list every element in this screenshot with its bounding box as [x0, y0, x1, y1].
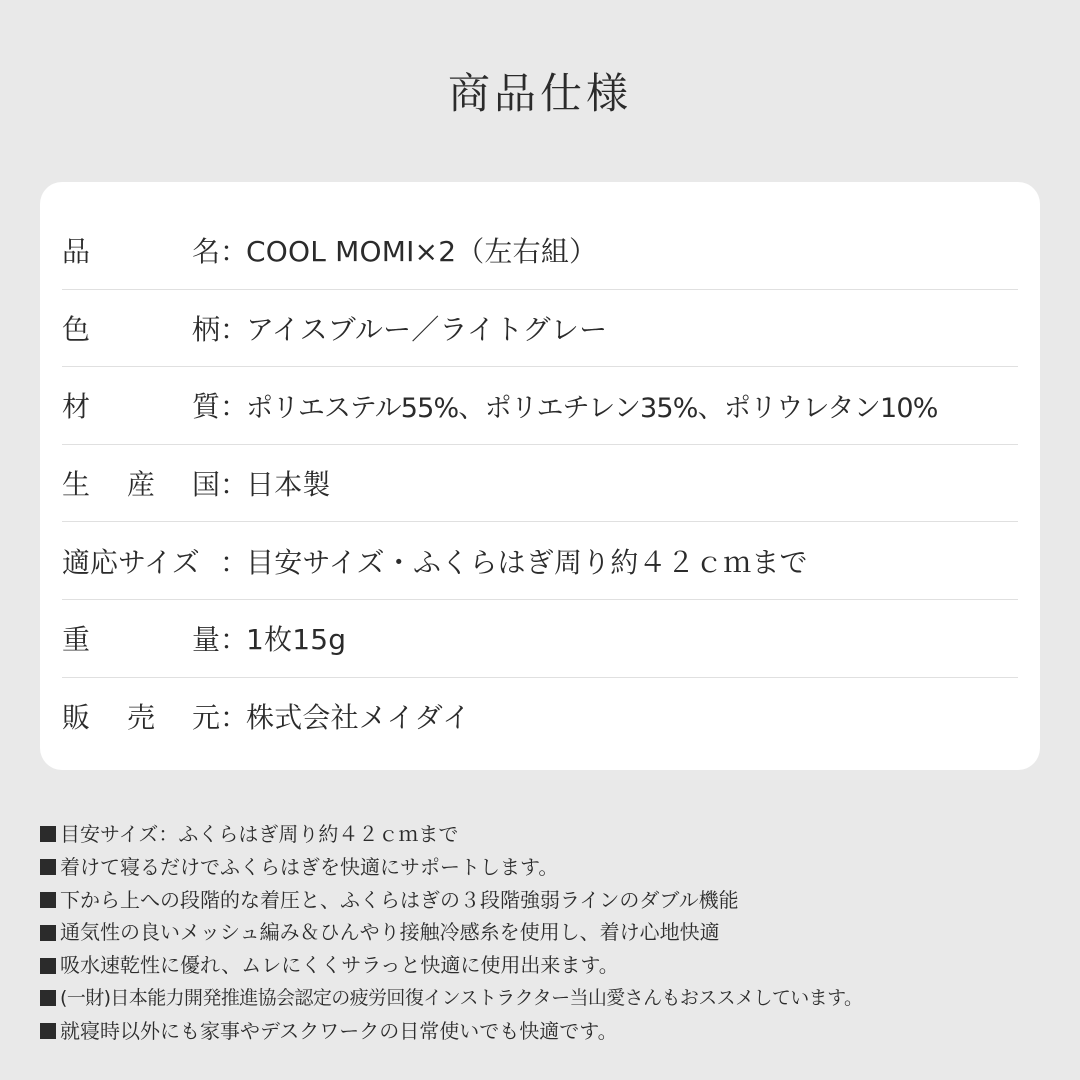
square-bullet-icon [40, 958, 56, 974]
square-bullet-icon [40, 925, 56, 941]
square-bullet-icon [40, 1023, 56, 1039]
spec-value: ポリエステル55%、ポリエチレン35%、ポリウレタン10% [246, 392, 938, 424]
spec-label: 品 名 [62, 235, 220, 269]
spec-value: COOL MOMI×2（左右組） [246, 235, 598, 269]
spec-colon: ： [220, 623, 249, 657]
spec-row-size [62, 522, 1018, 600]
spec-label: 色 柄 [62, 312, 220, 346]
feature-list [40, 818, 1050, 1048]
spec-value: 株式会社メイダイ [246, 701, 471, 735]
list-item: 着けて寝るだけでふくらはぎを快適にサポートします。 [40, 851, 1050, 884]
square-bullet-icon [40, 990, 56, 1006]
list-item: 就寝時以外にも家事やデスクワークの日常使いでも快適です。 [40, 1015, 1050, 1048]
spec-label: 重 量 [62, 623, 220, 657]
spec-label: 販 売 元 [62, 701, 220, 735]
square-bullet-icon [40, 859, 56, 875]
spec-label: 適応サイズ [62, 545, 200, 579]
spec-colon: ： [220, 312, 249, 346]
spec-value: 1枚15g [246, 623, 347, 657]
spec-value: 日本製 [246, 468, 331, 502]
spec-row-seller [62, 678, 1018, 756]
spec-label: 生 産 国 [62, 468, 220, 502]
spec-label: 材 質 [62, 390, 220, 424]
list-item: 吸水速乾性に優れ、ムレにくくサラっと快適に使用出来ます。 [40, 949, 1050, 982]
spec-row-weight [62, 600, 1018, 678]
spec-colon: ： [220, 390, 249, 424]
list-item: 目安サイズ：ふくらはぎ周り約４２ｃｍまで [40, 818, 1050, 851]
spec-colon: ： [220, 545, 249, 579]
page-title: 商品仕様 [447, 69, 632, 118]
square-bullet-icon [40, 826, 56, 842]
spec-value: アイスブルー／ライトグレー [246, 312, 608, 346]
spec-row-product-name [62, 212, 1018, 290]
spec-row-material [62, 367, 1018, 445]
square-bullet-icon [40, 892, 56, 908]
spec-colon: ： [220, 701, 249, 735]
list-item: 下から上への段階的な着圧と、ふくらはぎの３段階強弱ラインのダブル機能 [40, 884, 1050, 917]
spec-row-country [62, 445, 1018, 523]
list-item: 通気性の良いメッシュ編み＆ひんやり接触冷感糸を使用し、着け心地快適 [40, 916, 1050, 949]
spec-colon: ： [220, 235, 249, 269]
spec-colon: ： [220, 468, 249, 502]
spec-row-color [62, 290, 1018, 368]
spec-value: 目安サイズ・ふくらはぎ周り約４２ｃｍまで [246, 545, 808, 579]
spec-card [40, 182, 1040, 770]
list-item: (一財)日本能力開発推進協会認定の疲労回復インストラクター当山愛さんもおススメしています。 [40, 982, 1050, 1015]
